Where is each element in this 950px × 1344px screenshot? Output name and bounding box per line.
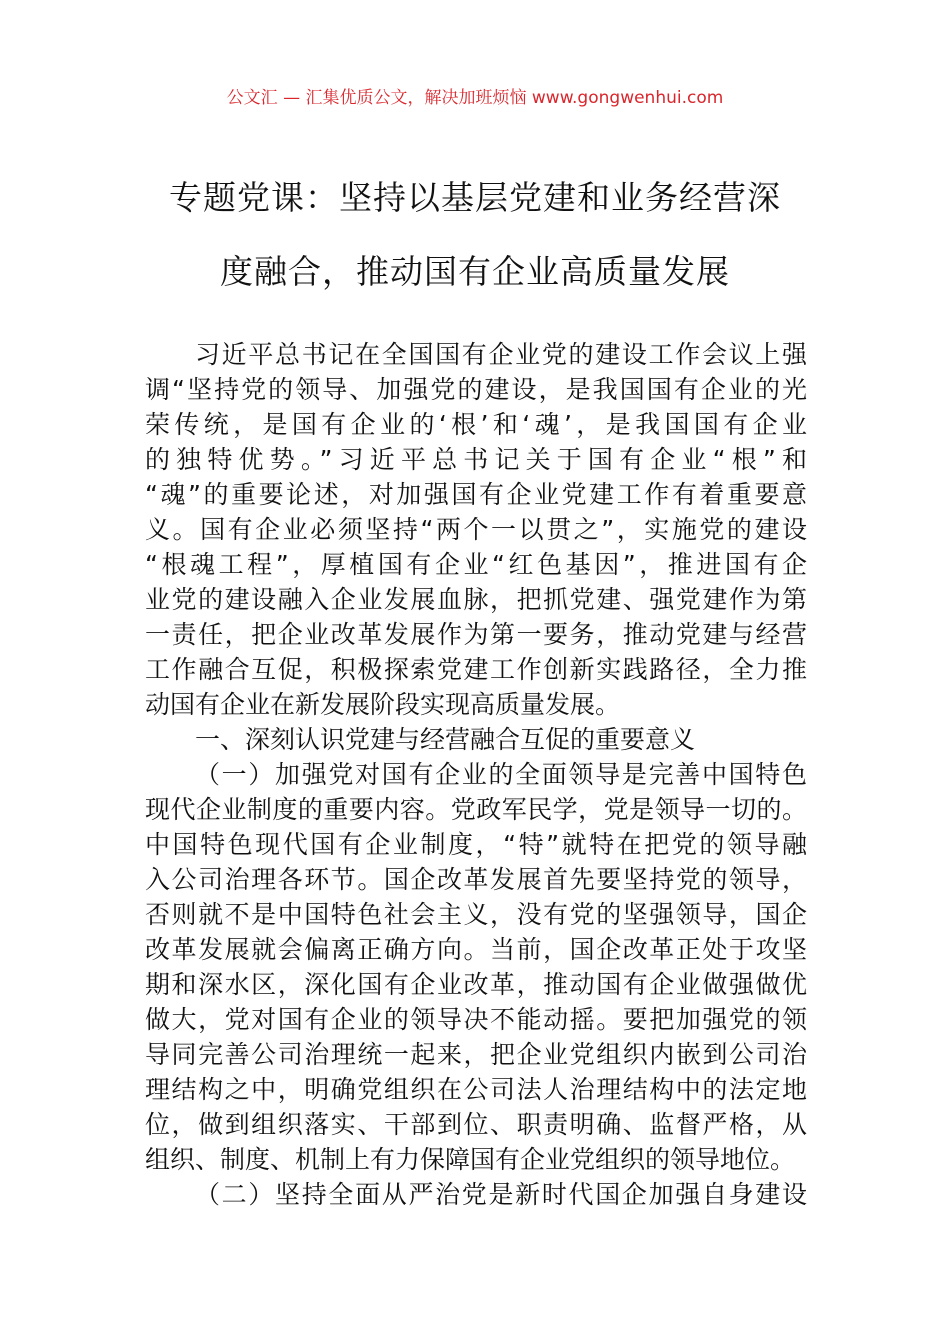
section-heading-1: 一、深刻认识党建与经营融合互促的重要意义: [195, 725, 696, 754]
document-title-line-1: 专题党课：坚持以基层党建和业务经营深: [169, 178, 781, 217]
paragraph-intro-line: “魂”的重要论述，对加强国有企业党建工作有着重要意: [145, 480, 807, 509]
subsection-1-line: 入公司治理各环节。国企改革发展首先要坚持党的领导，: [145, 865, 807, 894]
subsection-1-line: 期和深水区，深化国有企业改革，推动国有企业做强做优: [145, 970, 807, 999]
document-body: [145, 337, 807, 1212]
watermark-header: 公文汇 — 汇集优质公文，解决加班烦恼 www.gongwenhui.com: [226, 88, 724, 108]
subsection-1-line: 导同完善公司治理统一起来，把企业党组织内嵌到公司治: [145, 1040, 807, 1069]
paragraph-intro-line: 习近平总书记在全国国有企业党的建设工作会议上强: [195, 340, 807, 369]
paragraph-intro-line: 工作融合互促，积极探索党建工作创新实践路径，全力推: [145, 655, 807, 684]
paragraph-intro-line: 调“坚持党的领导、加强党的建设，是我国国有企业的光: [145, 375, 807, 404]
subsection-1-line: 做大，党对国有企业的领导决不能动摇。要把加强党的领: [145, 1005, 807, 1034]
paragraph-intro-line: 业党的建设融入企业发展血脉，把抓党建、强党建作为第: [145, 585, 807, 614]
subsection-1-line: 理结构之中，明确党组织在公司法人治理结构中的法定地: [145, 1075, 807, 1104]
subsection-1-line: 位，做到组织落实、干部到位、职责明确、监督严格，从: [145, 1110, 807, 1139]
subsection-1-line: 组织、制度、机制上有力保障国有企业党组织的领导地位。: [145, 1145, 796, 1174]
paragraph-intro-line: 动国有企业在新发展阶段实现高质量发展。: [145, 690, 621, 719]
paragraph-intro-line: 荣传统，是国有企业的‘根’和‘魂’，是我国国有企业: [145, 410, 807, 439]
paragraph-intro-line: 义。国有企业必须坚持“两个一以贯之”，实施党的建设: [145, 515, 807, 544]
subsection-1-line: 改革发展就会偏离正确方向。当前，国企改革正处于攻坚: [145, 935, 807, 964]
subsection-1-line: 现代企业制度的重要内容。党政军民学，党是领导一切的。: [145, 795, 807, 824]
paragraph-intro-line: “根魂工程”，厚植国有企业“红色基因”，推进国有企: [145, 550, 807, 579]
document-title-line-2: 度融合，推动国有企业高质量发展: [220, 252, 730, 291]
subsection-1-line: 中国特色现代国有企业制度，“特”就特在把党的领导融: [145, 830, 807, 859]
paragraph-intro-line: 的独特优势。”习近平总书记关于国有企业“根”和: [145, 445, 807, 474]
subsection-1-line: 否则就不是中国特色社会主义，没有党的坚强领导，国企: [145, 900, 807, 929]
subsection-1-line: （一）加强党对国有企业的全面领导是完善中国特色: [195, 760, 807, 789]
subsection-2-line: （二）坚持全面从严治党是新时代国企加强自身建设: [195, 1180, 807, 1209]
paragraph-intro-line: 一责任，把企业改革发展作为第一要务，推动党建与经营: [145, 620, 807, 649]
